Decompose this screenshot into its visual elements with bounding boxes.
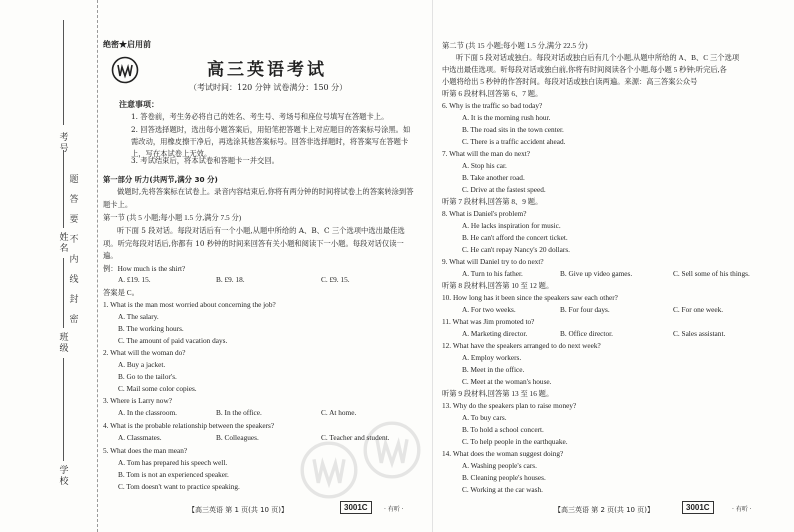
binding-char: 内 [69,255,79,265]
option: B. The road sits in the town center. [462,125,564,134]
section1-heading: 第一节 (共 5 小题;每小题 1.5 分,满分 7.5 分) [103,213,242,222]
class-label: 班级 [59,333,69,354]
option: C. For one week. [673,305,724,314]
question: 12. What have the speakers arranged to do next week? [442,341,601,350]
option: C. There is a traffic accident ahead. [462,137,566,146]
option: A. Employ workers. [462,353,522,362]
name-label: 姓名 [59,233,69,254]
binding-char: 答 [69,195,79,205]
section2-intro: 中选出最佳选项。听每段对话或独白前,你将有时间阅读各个小题,每小题 5 秒钟;听完后,各 [442,65,727,74]
secret-mark: 绝密★启用前 [103,39,151,49]
option: C. He can't repay Nancy's 20 dollars. [462,245,570,254]
note-item: 3. 考试结束后，将本试卷和答题卡一并交回。 [131,156,279,165]
question: 8. What is Daniel's problem? [442,209,527,218]
option: A. Tom has prepared his speech well. [118,458,228,467]
option: B. Go to the tailor's. [118,372,177,381]
question: 5. What does the man mean? [103,446,188,455]
option: C. Sell some of his things. [673,269,750,278]
option: B. To hold a school concert. [462,425,544,434]
option: B. Colleagues. [216,433,259,442]
option: A. Buy a jacket. [118,360,166,369]
name-line [63,150,64,228]
page-title: 高三英语考试 [207,60,327,80]
option: B. For four days. [560,305,610,314]
option: A. It is the morning rush hour. [462,113,551,122]
option: C. Working at the car wash. [462,485,543,494]
exam-number-label: 考号 [59,133,69,154]
material-instruction: 听第 9 段材料,回答第 13 至 16 题。 [442,389,554,398]
material-instruction: 听第 8 段材料,回答第 10 至 12 题。 [442,281,554,290]
option: C. Teacher and student. [321,433,390,442]
option: C. Drive at the fastest speed. [462,185,546,194]
option: C. Mail some color copies. [118,384,197,393]
footer-stamp: · 有听 · [384,506,404,513]
part1-heading: 第一部分 听力(共两节,满分 30 分) [103,175,218,184]
binding-char: 封 [69,295,79,305]
exam-meta: （考试时间：120 分钟 试卷满分：150 分） [189,83,348,92]
option: B. The working hours. [118,324,184,333]
option: A. He lacks inspiration for music. [462,221,561,230]
section2-intro: 听下面 5 段对话或独白。每段对话或独白后有几个小题,从题中所给的 A、B、C 三个选项 [456,53,740,62]
option: A. Classmates. [118,433,162,442]
option: A. Washing people's cars. [462,461,537,470]
option: B. Take another road. [462,173,525,182]
question: 9. What will Daniel try to do next? [442,257,544,266]
paper-code: 3001C [682,501,714,514]
option: B. Give up video games. [560,269,633,278]
material-instruction: 听第 7 段材料,回答第 8、9 题。 [442,197,543,206]
option: B. He can't afford the concert ticket. [462,233,568,242]
section2-heading: 第二节 (共 15 小题;每小题 1.5 分,满分 22.5 分) [442,41,588,50]
question: 10. How long has it been since the speakers saw each other? [442,293,618,302]
binding-char: 题 [69,175,79,185]
binding-line [97,0,98,532]
watermark-logo-icon [299,440,359,500]
option: B. Office director. [560,329,613,338]
option: C. To help people in the earthquake. [462,437,568,446]
option: A. The salary. [118,312,159,321]
binding-char: 线 [69,275,79,285]
option: A. Marketing director. [462,329,528,338]
option: C. Meet at the woman's house. [462,377,552,386]
school-line [63,358,64,461]
part1-intro: 做题时,先将答案标在试卷上。录音内容结束后,你将有两分钟的时间将试卷上的答案转涂到答题卡上。 [103,187,414,209]
option: A. Stop his car. [462,161,507,170]
notes-heading: 注意事项： [119,100,159,109]
footer-stamp: · 有听 · [732,506,752,513]
question: 2. What will the woman do? [103,348,186,357]
example-answer: 答案是 C。 [103,288,139,297]
option: A. Turn to his father. [462,269,523,278]
binding-char: 密 [69,315,79,325]
option: B. In the office. [216,408,262,417]
logo-icon [111,56,139,84]
question: 13. Why do the speakers plan to raise money? [442,401,577,410]
section1-intro: 听下面 5 段对话。每段对话后有一个小题,从题中所给的 A、B、C 三个选项中选出最佳选项。听完每段对话后,你都有 10 秒钟的时间来回答有关小题和阅读下一小题。每段对话仅读一遍。 [103,226,405,260]
binding-char: 不 [69,235,79,245]
question: 4. What is the probable relationship between the speakers? [103,421,275,430]
class-line [63,258,64,328]
option: A. In the classroom. [118,408,177,417]
option: B. Tom is not an experienced speaker. [118,470,229,479]
note-item: 1. 答卷前，考生务必将自己的姓名、考生号、考场号和座位号填写在答题卡上。 [131,112,389,121]
exam-number-line [63,20,64,125]
option: A. For two weeks. [462,305,516,314]
option: C. At home. [321,408,357,417]
example-option: C. £9. 15. [321,275,350,284]
material-instruction: 听第 6 段材料,回答第 6、7 题。 [442,89,543,98]
section2-intro: 小题将给出 5 秒钟的作答时间。每段对话或独白读两遍。来源：高三答案公众号 [442,77,698,86]
question: 11. What was Jim promoted to? [442,317,535,326]
example-question: 例：How much is the shirt? [103,264,186,273]
binding-char: 要 [69,215,79,225]
paper-code: 3001C [340,501,372,514]
question: 1. What is the man most worried about concerning the job? [103,300,276,309]
question: 14. What does the woman suggest doing? [442,449,564,458]
option: B. Cleaning people's houses. [462,473,546,482]
option: B. Meet in the office. [462,365,525,374]
option: C. The amount of paid vacation days. [118,336,228,345]
option: A. To buy cars. [462,413,507,422]
note-item: 2. 回答选择题时，选出每小题答案后，用铅笔把答题卡上对应题目的答案标号涂黑。如需改动，用橡皮擦干净后，再选涂其他答案标号。回答非选择题时，将答案写在答题卡上，写在本试卷上无效。 [131,125,411,158]
question: 3. Where is Larry now? [103,396,172,405]
school-label: 学校 [59,466,69,487]
watermark-logo-icon [362,420,422,480]
column-divider [432,0,433,532]
question: 7. What will the man do next? [442,149,531,158]
example-option: A. £19. 15. [118,275,151,284]
option: C. Tom doesn't want to practice speaking. [118,482,240,491]
page-footer: 【高三英语 第 2 页(共 10 页)】 [554,506,654,514]
option: C. Sales assistant. [673,329,726,338]
page-footer: 【高三英语 第 1 页(共 10 页)】 [188,506,288,514]
example-option: B. £9. 18. [216,275,245,284]
question: 6. Why is the traffic so bad today? [442,101,543,110]
